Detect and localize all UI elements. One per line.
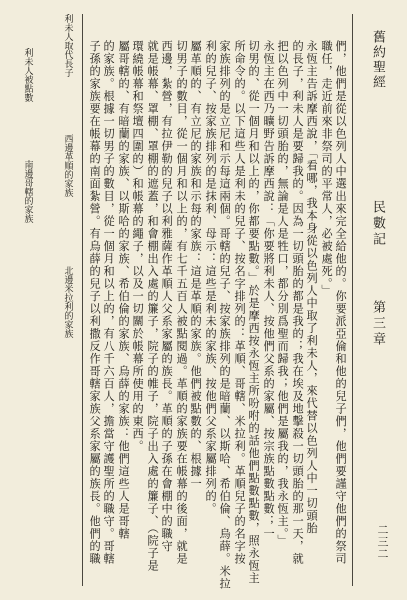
text-column: 子孫的家族要在帳幕的南面紮營。有烏薛的兒子以利撒反作哥轄家族父系家屬的族長。他們的職 [88, 40, 102, 565]
margin-rule [82, 14, 83, 586]
text-column: 就是帳幕、罩棚、罩棚的遮蓋，和會棚出入處的簾子，院子的帷子，院子出入處的簾子、（院子是 [146, 40, 160, 572]
text-column: 環繞帳幕和祭壇四圍的）和帳幕的繩子，以及一切關於帳幕所使用的東西。 [131, 40, 145, 453]
margin-note: 南邊哥轄的家族 [22, 160, 33, 223]
text-column: 切男子的數目，從一個月和以上的，有七千五百人被點閱過。革順的家族要在帳幕的後面，就是 [175, 40, 189, 565]
text-column: 永恆主在西乃曠野告訴摩西說：「你要將利未人、按他們父系的家屬、按宗族點數點數；一 [262, 40, 276, 540]
margin-note: 北邊米拉利的家族 [62, 266, 73, 338]
text-column: 的家族。根據一切男子的數目，從一個月和以上的，有八千六百人，擔當守護聖所的職守。哥轄 [102, 40, 116, 565]
text-column: 西邊，紮營，有拉伊勒的兒子以利雅薩作革順人父系家屬的族長。革順的子孫在會棚中的職守 [160, 40, 174, 553]
text-column: 切男的、從一個月和以上的，你都要點數。」於是摩西按永恆主所吩咐的話他們點數點數，照永恆主 [247, 40, 261, 585]
chapter-title: 第三章 [370, 300, 385, 348]
text-column: 家族排列的是立尼和示每這兩個。哥轄的兒子、按家族排列的是暗蘭、以斯哈、希伯倫、烏薛。米拉 [218, 40, 232, 590]
header-rule [352, 14, 353, 586]
margin-note: 西邊革順的家族 [62, 134, 73, 197]
text-column: 把以色列中一切頭胎的，無論是人是牲口，都分別爲聖而歸我；他們是屬我的，我永恆主。」 [276, 40, 290, 547]
page-number: 二三二 [376, 524, 389, 560]
text-column: 永恆主告訴摩西說，「看哪，我本身從以色列人中取了利未人，來代替以色列人中一切頭胎 [305, 40, 319, 535]
margin-note: 利未人取代長子 [62, 14, 73, 77]
text-column: 職任，走近前來非祭司的平常人，必被處死。」 [320, 40, 334, 297]
text-column: 的長子，利未人是要歸我的。因為一切頭胎的都是我的；我在埃及地擊殺一切頭胎的那一天，就 [291, 40, 305, 565]
text-column: 屬革順的、有立尼的家族和示每的家族：這是革順的家族。他們被點數的、根據一 [189, 40, 203, 490]
text-column: 們，他們是從以色列人中選出來完全給他的。你要派亞倫和他的兒子們，他們要謹守他們的祭司 [334, 40, 348, 565]
section-title: 民數記 [370, 200, 385, 248]
text-column: 利的兒子、按家族排列的是抹利、母示：這些是利未的家族、按他們父系家屬排列的。 [204, 40, 218, 515]
text-body [86, 40, 348, 590]
text-column: 所命令的。以下這些人是利未的兒子、按名字排列的：革順、哥轄、米拉利。革順兒子的名字按 [233, 40, 247, 565]
text-column: 屬哥轄的、有暗蘭的家族、以斯哈的家族、希伯倫的家族、烏薛的家族：他們這些人是哥轄 [117, 40, 131, 540]
margin-note: 利未人被點數 [22, 48, 33, 102]
book-title: 舊約聖經 [370, 30, 385, 90]
